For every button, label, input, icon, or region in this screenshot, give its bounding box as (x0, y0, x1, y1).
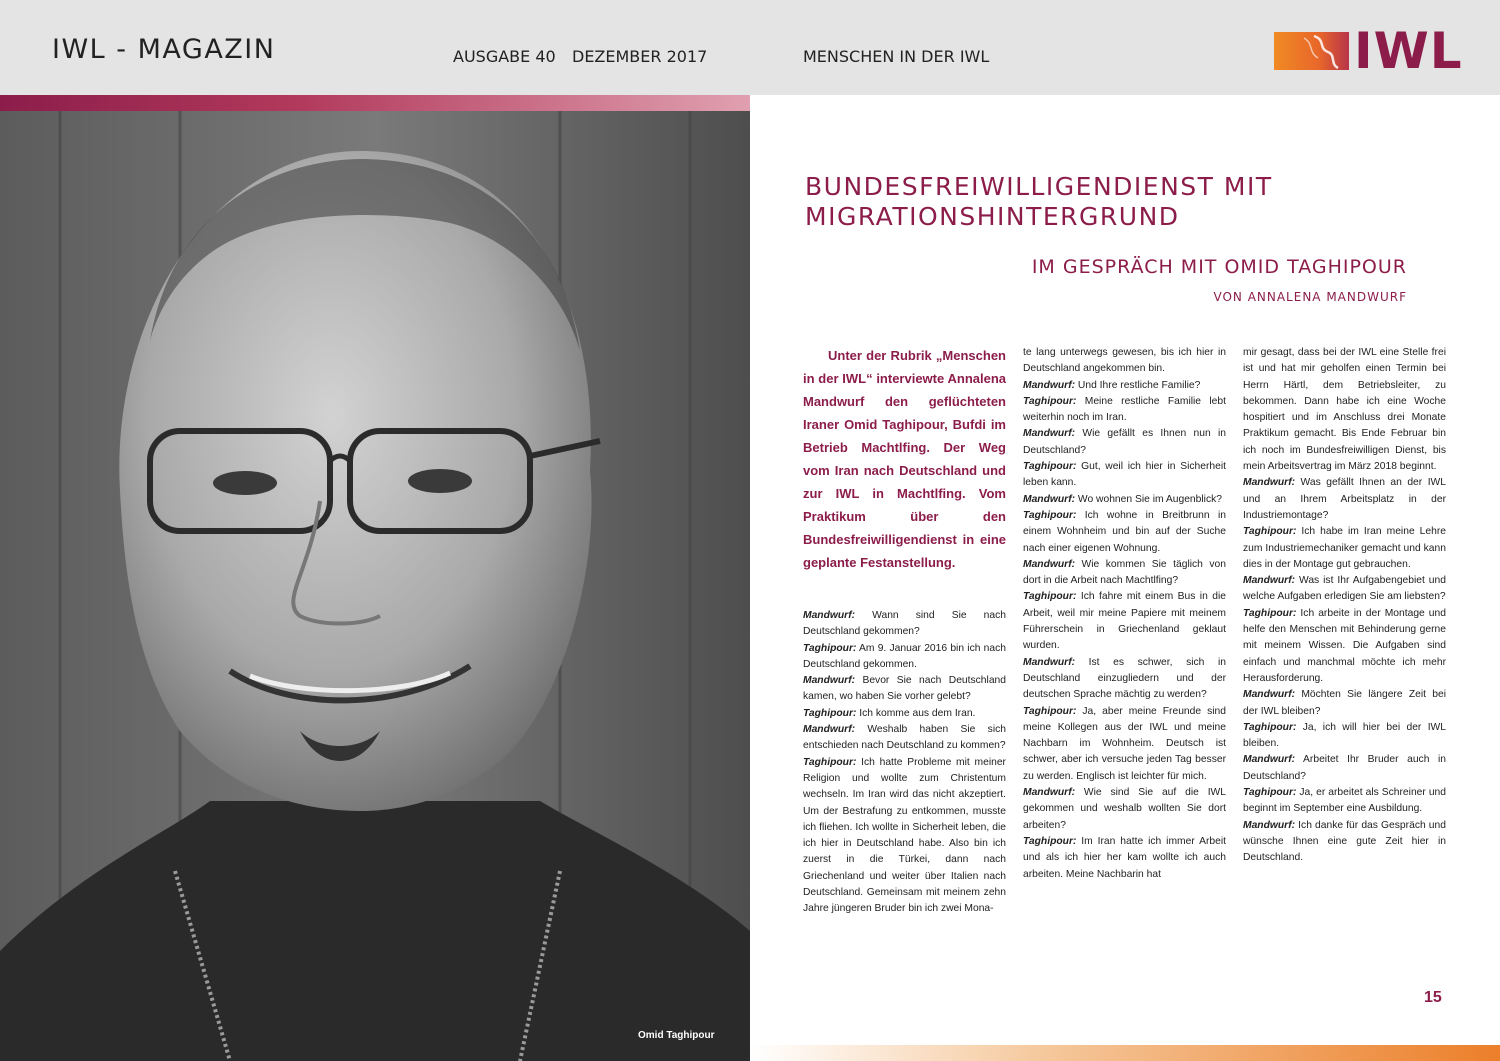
text-column-1 (803, 608, 1006, 918)
qa-paragraph: Taghipour: Ich wohne in Breitbrunn in einem Wohnheim und bin auf der Suche nach einer eigenen Wohnung. (1023, 509, 1226, 554)
qa-paragraph: Taghipour: Meine restliche Familie lebt weiterhin noch im Iran. (1023, 395, 1226, 424)
headline-line-2: MIGRATIONSHINTERGRUND (805, 202, 1180, 231)
qa-paragraph: Taghipour: Ich arbeite in der Montage und helfe den Menschen mit Behinderung gerne mit meinem Wissen. Die Aufgaben sind einfach und manchmal möchte ich mehr Herausforderung. (1243, 607, 1446, 684)
qa-paragraph: te lang unterwegs gewesen, bis ich hier in Deutschland angekommen bin. (1023, 347, 1226, 375)
qa-paragraph: mir gesagt, dass bei der IWL eine Stelle frei ist und hat mir geholfen einen Termin bei Herrn Härtl, dem Betriebsleiter, zu bekommen. Dann habe ich eine Woche hospitiert und im Anschluss drei Monate Praktikum gemacht. Bis Ende Februar bin ich noch im Bundesfreiwilligen Dienst, bis mein Arbeitsvertrag im März 2018 beginnt. (1243, 347, 1446, 473)
qa-paragraph: Taghipour: Ich hatte Probleme mit meiner Religion und wollte zum Christentum wechseln. Im Iran wird das nicht akzeptiert. Um der Bestrafung zu entkommen, musste ich fliehen. Ich wollte in Sicherheit leben, die ich hier in Deutschland habe. Also bin ich zuerst in die Türkei, dann nach Griechenland und weiter über Italien nach Deutschland. Gemeinsam mit meinem zehn Jahre jüngeren Bruder bin ich zwei Mona- (803, 756, 1006, 915)
article-subheadline: IM GESPRÄCH MIT OMID TAGHIPOUR (1031, 256, 1407, 278)
qa-paragraph: Mandwurf: Arbeitet Ihr Bruder auch in Deutschland? (1243, 754, 1446, 782)
magazine-title: IWL - MAGAZIN (52, 34, 276, 65)
qa-paragraph: Mandwurf: Und Ihre restliche Familie? (1023, 379, 1201, 391)
qa-paragraph: Mandwurf: Wie sind Sie auf die IWL gekommen und weshalb wollten Sie dort arbeiten? (1023, 787, 1226, 831)
qa-paragraph: Mandwurf: Wie kommen Sie täglich von dort in die Arbeit nach Machtlfing? (1023, 558, 1226, 587)
qa-paragraph: Taghipour: Ja, er arbeitet als Schreiner und beginnt im September eine Ausbildung. (1243, 787, 1446, 815)
qa-paragraph: Mandwurf: Möchten Sie längere Zeit bei der IWL bleiben? (1243, 689, 1446, 717)
page-number: 15 (1424, 989, 1442, 1006)
text-column-2 (1023, 345, 1226, 883)
article-lead: Unter der Rubrik „Menschen in der IWL“ interviewte Annalena Mandwurf den geflüchteten Iraner Omid Taghipour, Bufdi im Betrieb Machtlfing. Der Weg vom Iran nach Deutschland und zur IWL in Machtlfing. Vom Praktikum über den Bundesfreiwilligendienst in eine geplante Festanstellung. (803, 348, 1006, 570)
qa-paragraph: Taghipour: Ich komme aus dem Iran. (803, 707, 976, 719)
photo-caption: Omid Taghipour (638, 1030, 715, 1041)
issue-number: AUSGABE 40 (453, 47, 556, 66)
qa-paragraph: Taghipour: Ich fahre mit einem Bus in die Arbeit, weil mir meine Papiere mit meinem Führerschein in Griechenland geklaut wurden. (1023, 591, 1226, 652)
article-byline: VON ANNALENA MANDWURF (1213, 290, 1407, 304)
qa-paragraph: Mandwurf: Wann sind Sie nach Deutschland gekommen? (803, 610, 1006, 638)
qa-paragraph: Mandwurf: Bevor Sie nach Deutschland kamen, wo haben Sie vorher gelebt? (803, 675, 1006, 703)
logo-text: IWL (1354, 22, 1463, 80)
article-headline (805, 172, 1405, 232)
text-column-3 (1243, 345, 1446, 867)
qa-paragraph: Mandwurf: Weshalb haben Sie sich entschieden nach Deutschland zu kommen? (803, 724, 1006, 752)
bottom-accent-bar (750, 1045, 1500, 1061)
qa-paragraph: Taghipour: Gut, weil ich hier in Sicherheit leben kann. (1023, 461, 1226, 489)
qa-paragraph: Taghipour: Im Iran hatte ich immer Arbeit und als ich hier her kam wollte ich auch arbeiten. Meine Nachbarin hat (1023, 835, 1226, 880)
qa-paragraph: Mandwurf: Wo wohnen Sie im Augenblick? (1023, 493, 1222, 505)
iwl-logo (1274, 22, 1463, 80)
qa-paragraph: Taghipour: Ja, ich will hier bei der IWL bleiben. (1243, 721, 1446, 750)
qa-paragraph: Mandwurf: Was gefällt Ihnen an der IWL und an Ihrem Arbeitsplatz in der Industriemontage? (1243, 477, 1446, 521)
portrait-photo (0, 111, 750, 1061)
qa-paragraph: Mandwurf: Ich danke für das Gespräch und wünsche Ihnen eine gute Zeit hier in Deutschland. (1243, 819, 1446, 864)
qa-paragraph: Mandwurf: Ist es schwer, sich in Deutschland einzugliedern und der deutschen Sprache mächtig zu werden? (1023, 656, 1226, 701)
section-title: MENSCHEN IN DER IWL (803, 47, 990, 66)
logo-mark-icon (1274, 32, 1349, 70)
qa-paragraph: Mandwurf: Was ist Ihr Aufgabengebiet und welche Aufgaben erledigen Sie am liebsten? (1243, 575, 1446, 603)
issue-date: DEZEMBER 2017 (572, 47, 708, 66)
page-header (0, 0, 1500, 95)
headline-line-1: BUNDESFREIWILLIGENDIENST MIT (805, 172, 1273, 201)
accent-bar (0, 95, 750, 111)
qa-paragraph: Mandwurf: Wie gefällt es Ihnen nun in Deutschland? (1023, 428, 1226, 456)
qa-paragraph: Taghipour: Ja, aber meine Freunde sind meine Kollegen aus der IWL und meine Nachbarn im Wohnheim. Deutsch ist schwer, aber ich versuche jeden Tag besser zu werden. Englisch ist leichter für mich. (1023, 705, 1226, 782)
qa-paragraph: Taghipour: Am 9. Januar 2016 bin ich nach Deutschland gekommen. (803, 642, 1006, 670)
qa-paragraph: Taghipour: Ich habe im Iran meine Lehre zum Industriemechaniker gemacht und kann dies in der Montage gut gebrauchen. (1243, 526, 1446, 570)
